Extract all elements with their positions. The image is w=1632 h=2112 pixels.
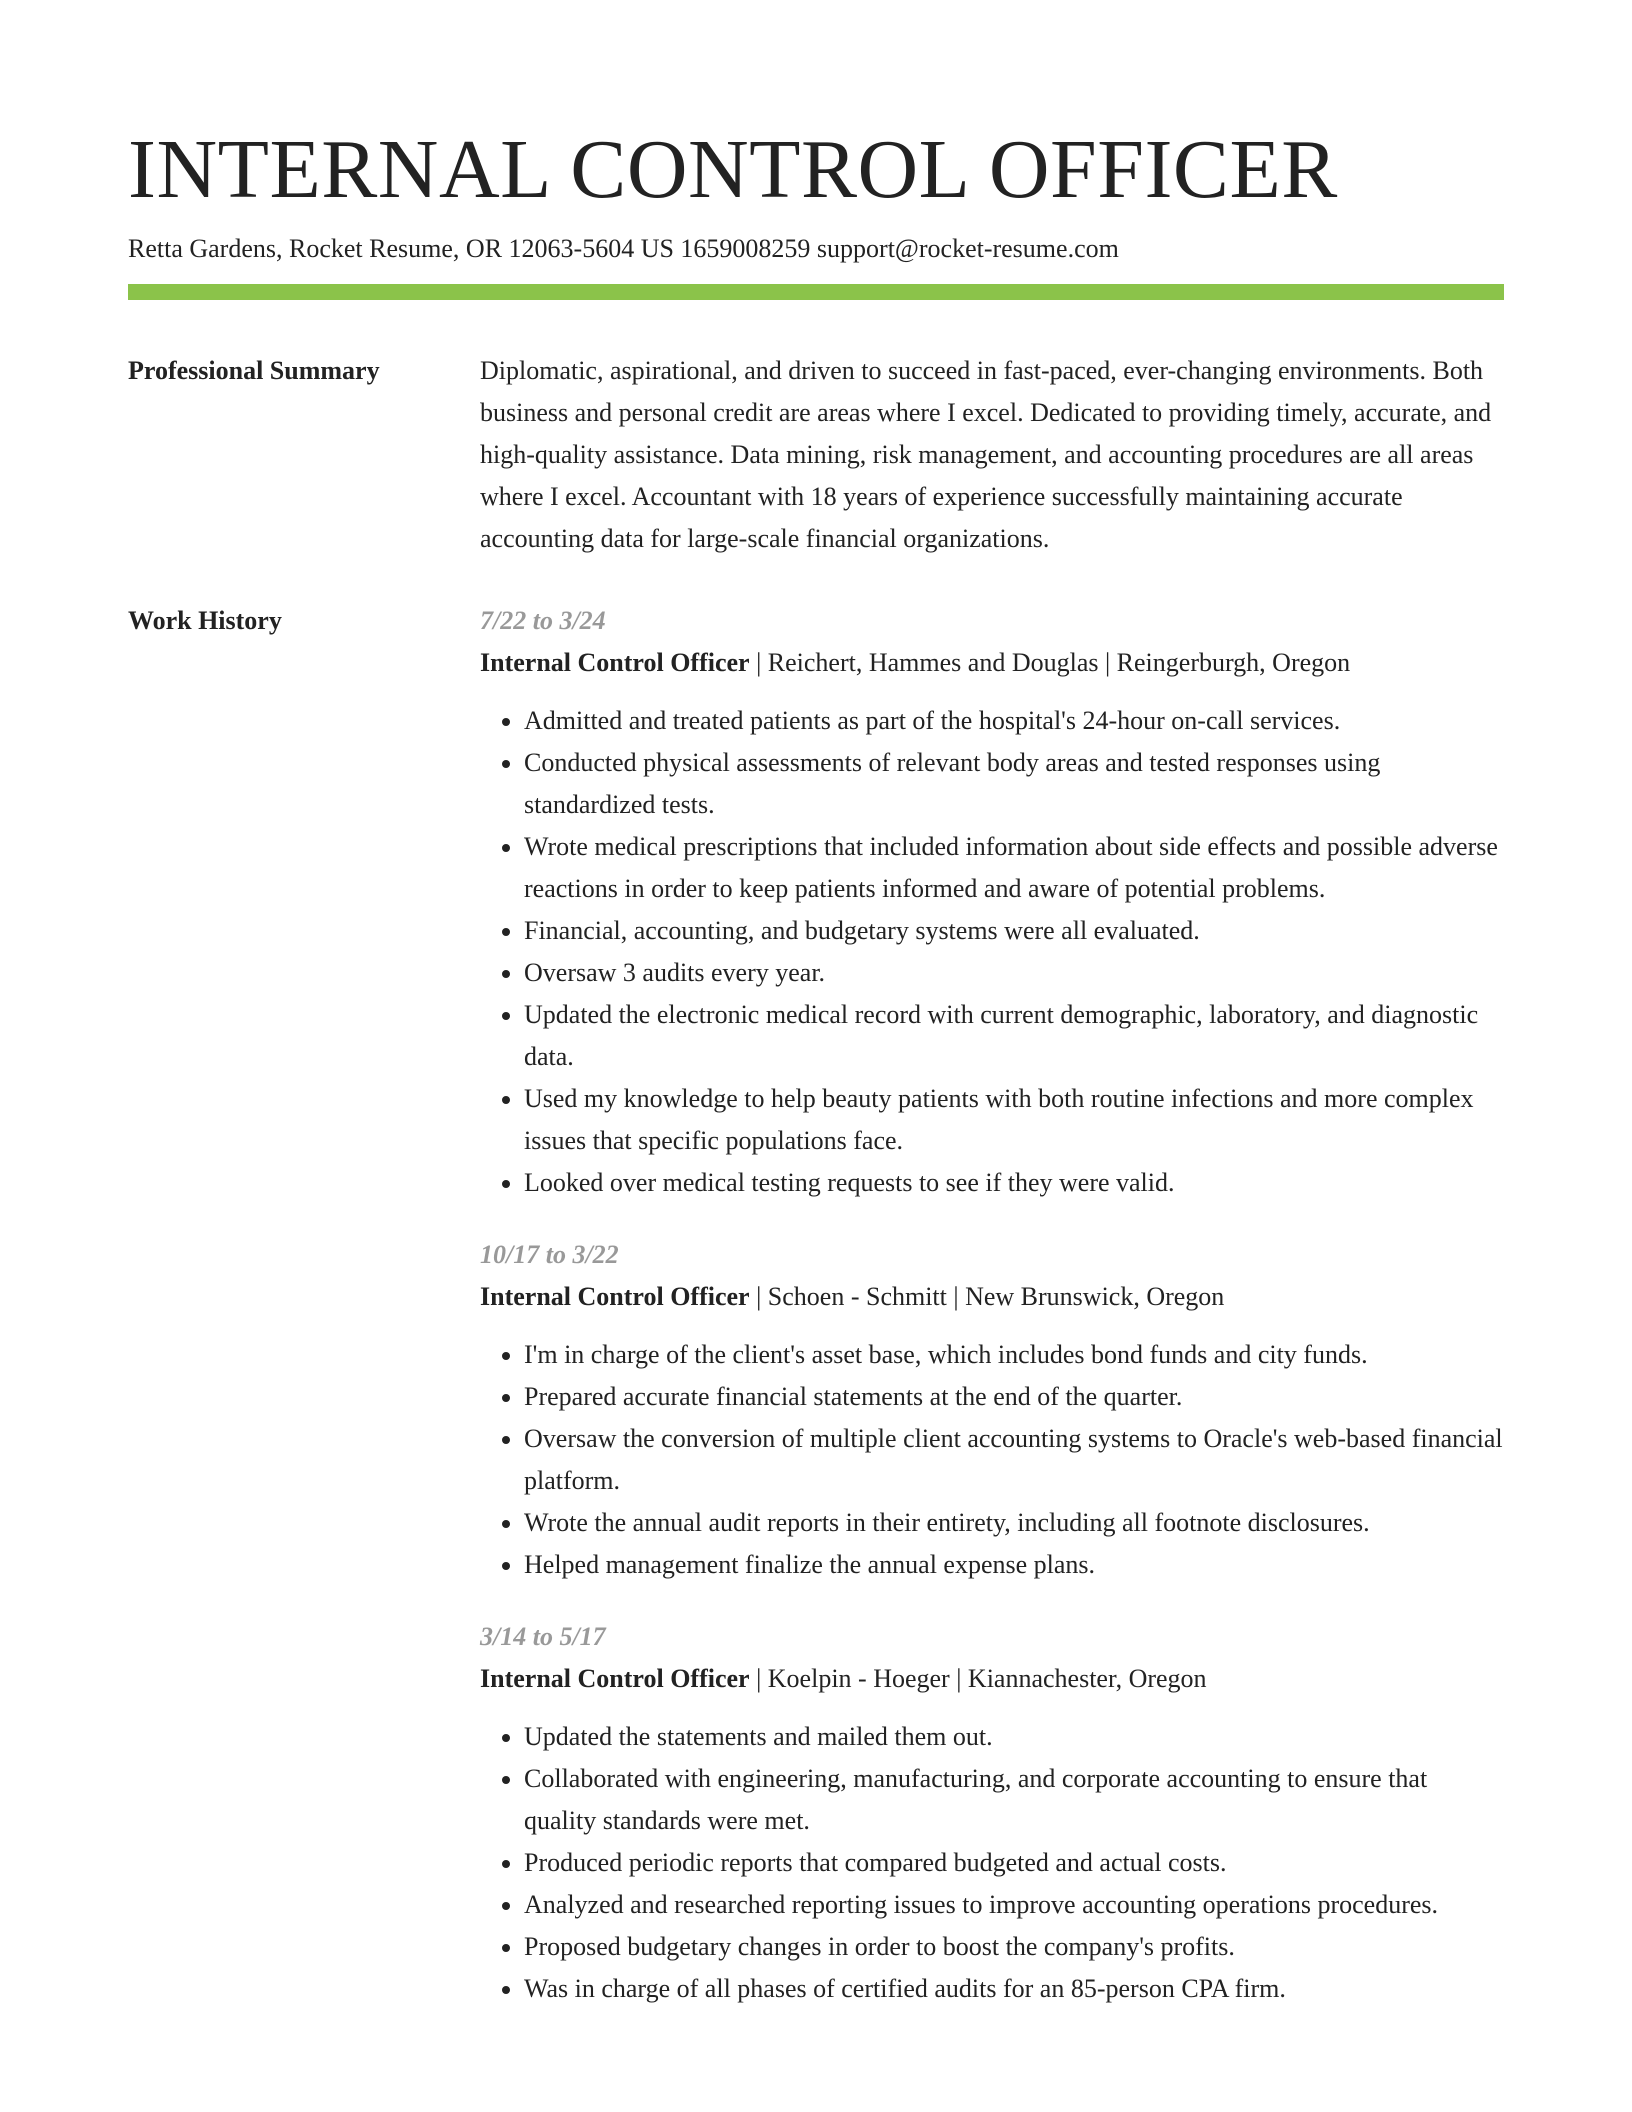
job-employer-location: | Schoen - Schmitt | New Brunswick, Oregon xyxy=(749,1282,1225,1311)
job-entry xyxy=(480,600,1504,1204)
job-bullet: • Was in charge of all phases of certified audits for an 85-person CPA firm. xyxy=(524,1968,1504,2010)
job-bullet: • Wrote the annual audit reports in their entirety, including all footnote disclosures. xyxy=(524,1502,1504,1544)
job-bullet: • Produced periodic reports that compared budgeted and actual costs. xyxy=(524,1842,1504,1884)
job-bullet: • Conducted physical assessments of relevant body areas and tested responses using standardized tests. xyxy=(524,742,1504,826)
job-title: Internal Control Officer xyxy=(480,648,750,677)
job-bullet: • Updated the statements and mailed them out. xyxy=(524,1716,1504,1758)
job-bullet: • Prepared accurate financial statements at the end of the quarter. xyxy=(524,1376,1504,1418)
job-bullets xyxy=(480,700,1504,1204)
summary-text: Diplomatic, aspirational, and driven to succeed in fast-paced, ever-changing environments. Both business and personal credit are areas where I excel. Dedicated to providing timely, accurate, and high-quality assistance. Data mining, risk management, and accounting procedures are all areas where I excel. Accountant with 18 years of experience successfully maintaining accurate accounting data for large-scale financial organizations. xyxy=(480,356,1492,553)
resume-name: INTERNAL CONTROL OFFICER xyxy=(128,123,1338,216)
job-employer-location: | Koelpin - Hoeger | Kiannachester, Oregon xyxy=(749,1664,1207,1693)
job-heading xyxy=(480,642,1504,684)
job-employer-location: | Reichert, Hammes and Douglas | Reingerburgh, Oregon xyxy=(749,648,1351,677)
job-dates: 3/14 to 5/17 xyxy=(480,1622,606,1651)
job-title: Internal Control Officer xyxy=(480,1664,750,1693)
job-bullet: • Helped management finalize the annual expense plans. xyxy=(524,1544,1504,1586)
job-bullet: • Updated the electronic medical record with current demographic, laboratory, and diagnostic data. xyxy=(524,994,1504,1078)
job-bullet: • Looked over medical testing requests to see if they were valid. xyxy=(524,1162,1504,1204)
job-bullet: • Proposed budgetary changes in order to boost the company's profits. xyxy=(524,1926,1504,1968)
work-history-body xyxy=(480,600,1504,2010)
job-bullet: • Admitted and treated patients as part of the hospital's 24-hour on-call services. xyxy=(524,700,1504,742)
job-entry xyxy=(480,1234,1504,1586)
job-heading xyxy=(480,1276,1504,1318)
job-bullet: • Wrote medical prescriptions that included information about side effects and possible adverse reactions in order to keep patients informed and aware of potential problems. xyxy=(524,826,1504,910)
job-bullet: • Oversaw the conversion of multiple client accounting systems to Oracle's web-based financial platform. xyxy=(524,1418,1504,1502)
contact-line: Retta Gardens, Rocket Resume, OR 12063-5604 US 1659008259 support@rocket-resume.com xyxy=(128,234,1119,263)
job-bullet: • Collaborated with engineering, manufacturing, and corporate accounting to ensure that quality standards were met. xyxy=(524,1758,1504,1842)
work-history-section xyxy=(128,600,1504,2010)
job-bullet: • Financial, accounting, and budgetary systems were all evaluated. xyxy=(524,910,1504,952)
section-label-work-history: Work History xyxy=(128,606,282,635)
job-dates: 7/22 to 3/24 xyxy=(480,606,606,635)
job-bullet: • Analyzed and researched reporting issues to improve accounting operations procedures. xyxy=(524,1884,1504,1926)
job-title: Internal Control Officer xyxy=(480,1282,750,1311)
job-bullet: • Used my knowledge to help beauty patients with both routine infections and more complex issues that specific populations face. xyxy=(524,1078,1504,1162)
professional-summary-section xyxy=(128,350,1504,560)
summary-body xyxy=(480,350,1504,560)
job-bullets xyxy=(480,1334,1504,1586)
section-label-summary: Professional Summary xyxy=(128,356,380,385)
job-bullets xyxy=(480,1716,1504,2010)
job-bullet: • I'm in charge of the client's asset base, which includes bond funds and city funds. xyxy=(524,1334,1504,1376)
job-heading xyxy=(480,1658,1504,1700)
resume-page xyxy=(128,0,1504,2010)
job-bullet: • Oversaw 3 audits every year. xyxy=(524,952,1504,994)
job-dates: 10/17 to 3/22 xyxy=(480,1240,619,1269)
job-entry xyxy=(480,1616,1504,2010)
header-divider xyxy=(128,284,1504,300)
